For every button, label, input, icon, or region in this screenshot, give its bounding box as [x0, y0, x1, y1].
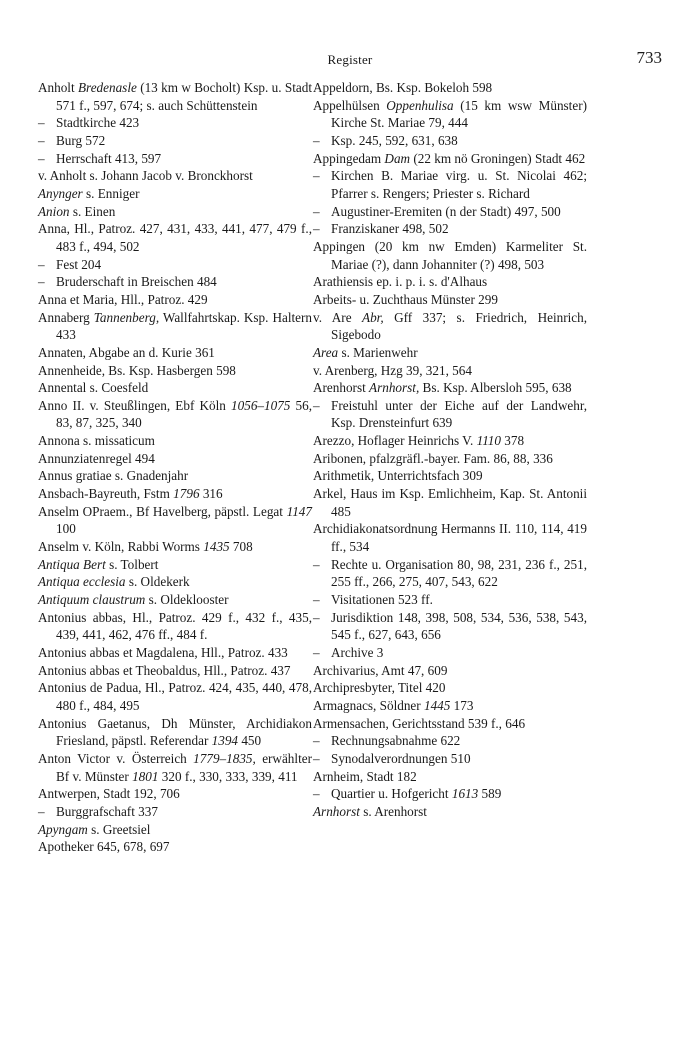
entry-text: Quartier u. Hofgericht: [331, 786, 452, 802]
index-column-right: [313, 79, 587, 821]
entry-text: Wallfahrtskap. Ksp. Haltern 433: [56, 309, 312, 343]
entry-italic-text: 1779–1835,: [193, 750, 256, 766]
entry-text: Bs. Ksp. Albersloh 595, 638: [419, 380, 572, 396]
entry-text: 589: [478, 786, 502, 802]
index-entry: [38, 450, 312, 468]
index-entry: [313, 150, 587, 168]
entry-italic-text: Dam: [384, 150, 411, 166]
entry-italic-text: 1613: [451, 786, 479, 802]
entry-text: Arnheim, Stadt 182: [313, 768, 417, 784]
entry-text: Archipresbyter, Titel 420: [313, 680, 446, 696]
entry-italic-text: 1445: [423, 697, 451, 713]
entry-text: 320 f., 330, 333, 339, 411: [158, 768, 298, 784]
entry-text: Antonius de Padua, Hl., Patroz. 424, 435, 440, 478, 480 f., 484, 495: [38, 680, 312, 713]
entry-text: Annenheide, Bs. Ksp. Hasbergen 598: [38, 362, 236, 378]
entry-text: Annona s. missaticum: [38, 433, 155, 449]
entry-text: Kirchen B. Mariae virg. u. St. Nicolai 462; Pfarrer s. Rengers; Priester s. Richard: [331, 168, 587, 201]
entry-text: 100: [56, 521, 76, 537]
entry-text: Antonius abbas et Theobaldus, Hll., Patroz. 437: [38, 662, 291, 678]
subentry-dash: –: [38, 803, 45, 819]
page-number: 733: [636, 48, 662, 67]
entry-text: s. Tolbert: [105, 556, 159, 572]
index-subentry: [313, 220, 587, 238]
index-column-left: [38, 79, 312, 856]
entry-italic-text: Oppenhulisa: [386, 97, 454, 113]
index-entry: [38, 503, 312, 538]
index-entry: [313, 467, 587, 485]
index-entry: [38, 609, 312, 644]
subentry-dash: –: [313, 397, 320, 413]
index-entry: [38, 467, 312, 485]
entry-italic-text: Anion: [38, 203, 70, 219]
index-entry: [38, 679, 312, 714]
index-entry: [38, 309, 312, 344]
entry-italic-text: 1801: [132, 768, 159, 784]
entry-text: 173: [450, 697, 474, 713]
index-entry: [313, 344, 587, 362]
index-entry: [313, 362, 587, 380]
entry-text: Rechte u. Organisation 80, 98, 231, 236 f., 251, 255 ff., 266, 275, 407, 543, 622: [331, 556, 587, 590]
index-entry: [313, 309, 587, 344]
entry-text: Appingedam: [313, 150, 385, 166]
entry-text: 708: [229, 539, 253, 555]
entry-italic-text: Antiqua Bert: [38, 556, 106, 572]
entry-text: Apotheker 645, 678, 697: [38, 839, 170, 855]
entry-text: Fest 204: [56, 256, 102, 272]
index-subentry: [313, 785, 587, 803]
index-entry: [313, 432, 587, 450]
entry-text: Augustiner-Eremiten (n der Stadt) 497, 500: [331, 203, 561, 219]
entry-text: Ksp. 245, 592, 631, 638: [331, 132, 458, 148]
index-entry: [38, 838, 312, 856]
entry-text: Appelhülsen: [313, 97, 387, 113]
entry-text: 56, 83, 87, 325, 340: [56, 397, 313, 431]
entry-italic-text: Arnhorst,: [369, 380, 420, 396]
index-subentry: [313, 732, 587, 750]
index-subentry: [313, 750, 587, 768]
entry-text: Archidiakonatsordnung Hermanns II. 110, 114, 419 ff., 534: [313, 521, 587, 555]
entry-text: Stadtkirche 423: [56, 115, 140, 131]
index-entry: [313, 485, 587, 520]
entry-italic-text: Antiquum claustrum: [38, 592, 146, 608]
index-entry: [313, 715, 587, 733]
index-entry: [313, 97, 587, 132]
entry-text: Anselm OPraem., Bf Havelberg, päpstl. Legat: [38, 503, 287, 519]
running-title: Register: [327, 52, 373, 67]
index-entry: [38, 662, 312, 680]
index-subentry: [313, 167, 587, 202]
entry-text: v. Are: [313, 309, 363, 325]
entry-text: Burg 572: [56, 132, 106, 148]
index-entry: [38, 750, 312, 785]
entry-text: Anselm v. Köln, Rabbi Worms: [38, 539, 204, 555]
index-entry: [38, 591, 312, 609]
entry-text: Appingen (20 km nw Emden) Karmeliter St. Mariae (?), dann Johanniter (?) 498, 503: [313, 238, 587, 272]
index-entry: [313, 520, 587, 555]
index-subentry: [313, 591, 587, 609]
entry-text: Herrschaft 413, 597: [56, 150, 162, 166]
entry-text: Arathiensis ep. i. p. i. s. d'Alhaus: [313, 274, 488, 290]
entry-text: Antonius Gaetanus, Dh Münster, Archidiakon Friesland, päpstl. Referendar: [38, 715, 312, 749]
entry-text: s. Enniger: [82, 185, 140, 201]
entry-text: Antonius abbas, Hl., Patroz. 429 f., 432 f., 435, 439, 441, 462, 476 ff., 484 f.: [38, 609, 312, 643]
entry-text: Antwerpen, Stadt 192, 706: [38, 786, 180, 802]
index-subentry: [38, 114, 312, 132]
entry-text: Synodalverordnungen 510: [331, 750, 471, 766]
index-entry: [313, 273, 587, 291]
entry-text: s. Greetsiel: [87, 821, 151, 837]
entry-text: erwählter Bf v. Münster: [56, 750, 312, 784]
index-subentry: [313, 609, 587, 644]
entry-text: Gff 337; s. Friedrich, Heinrich, Sigebodo: [331, 309, 587, 343]
index-entry: [38, 485, 312, 503]
index-entry: [313, 768, 587, 786]
entry-text: Rechnungsabnahme 622: [331, 733, 461, 749]
index-entry: [38, 538, 312, 556]
subentry-dash: –: [38, 132, 45, 148]
entry-text: Ansbach-Bayreuth, Fstm: [38, 486, 174, 502]
entry-text: Annus gratiae s. Gnadenjahr: [38, 468, 189, 484]
entry-italic-text: Apyngam: [38, 821, 88, 837]
index-entry: [38, 432, 312, 450]
index-subentry: [313, 397, 587, 432]
entry-italic-text: Abr,: [362, 309, 384, 325]
index-entry: [38, 573, 312, 591]
subentry-dash: –: [313, 556, 320, 572]
entry-text: Annaberg: [38, 309, 94, 325]
entry-text: (13 km w Bocholt) Ksp. u. Stadt 571 f., 597, 674; s. auch Schüttenstein: [56, 80, 312, 113]
entry-italic-text: Bredenasle: [78, 80, 137, 95]
entry-text: Armensachen, Gerichtsstand 539 f., 646: [313, 715, 526, 731]
index-subentry: [38, 150, 312, 168]
entry-italic-text: Antiqua ecclesia: [38, 574, 126, 590]
index-subentry: [38, 256, 312, 274]
entry-text: Appeldorn, Bs. Ksp. Bokeloh 598: [313, 80, 493, 95]
index-entry: [38, 344, 312, 362]
subentry-dash: –: [38, 256, 45, 272]
entry-italic-text: Anynger: [38, 185, 83, 201]
index-subentry: [313, 203, 587, 221]
subentry-dash: –: [313, 750, 320, 766]
subentry-dash: –: [313, 168, 320, 184]
entry-text: Anna, Hl., Patroz. 427, 431, 433, 441, 477, 479 f., 483 f., 494, 502: [38, 221, 312, 254]
entry-text: Arenhorst: [313, 380, 370, 396]
index-entry: [313, 379, 587, 397]
index-entry: [313, 697, 587, 715]
entry-italic-text: Area: [313, 344, 339, 360]
index-subentry: [313, 644, 587, 662]
subentry-dash: –: [38, 274, 45, 290]
index-subentry: [313, 132, 587, 150]
index-entry: [38, 644, 312, 662]
entry-text: Aribonen, pfalzgräfl.-bayer. Fam. 86, 88, 336: [313, 450, 553, 466]
entry-italic-text: 1056–1075: [231, 397, 291, 413]
index-entry: [38, 291, 312, 309]
entry-italic-text: 1435: [203, 539, 230, 555]
index-entry: [313, 679, 587, 697]
index-subentry: [313, 556, 587, 591]
index-entry: [313, 79, 587, 97]
entry-text: Annental s. Coesfeld: [38, 380, 149, 396]
page-header: [38, 48, 662, 72]
entry-text: s. Einen: [69, 203, 116, 219]
index-entry: [38, 821, 312, 839]
subentry-dash: –: [313, 733, 320, 749]
index-entry: [38, 362, 312, 380]
entry-text: Arithmetik, Unterrichtsfach 309: [313, 468, 483, 484]
entry-text: Arezzo, Hoflager Heinrichs V.: [313, 433, 477, 449]
subentry-dash: –: [313, 592, 320, 608]
index-subentry: [38, 273, 312, 291]
entry-text: Arbeits- u. Zuchthaus Münster 299: [313, 291, 498, 307]
entry-italic-text: 1394: [211, 733, 239, 749]
subentry-dash: –: [38, 150, 45, 166]
entry-italic-text: 1147: [286, 503, 312, 519]
entry-text: Anton Victor v. Österreich: [38, 750, 194, 766]
index-entry: [313, 238, 587, 273]
index-entry: [313, 662, 587, 680]
index-entry: [38, 203, 312, 221]
index-entry: [38, 220, 312, 255]
index-entry: [38, 167, 312, 185]
entry-italic-text: Tannenberg,: [93, 309, 160, 325]
subentry-dash: –: [313, 645, 320, 660]
entry-text: Armagnacs, Söldner: [313, 697, 424, 713]
entry-text: Anna et Maria, Hll., Patroz. 429: [38, 291, 208, 307]
subentry-dash: –: [313, 132, 320, 148]
index-entry: [38, 785, 312, 803]
entry-text: Visitationen 523 ff.: [331, 592, 433, 608]
index-entry: [38, 79, 312, 114]
entry-text: s. Oldekerk: [125, 574, 190, 590]
entry-text: Anholt: [38, 80, 78, 95]
subentry-dash: –: [313, 786, 320, 802]
index-subentry: [38, 132, 312, 150]
entry-italic-text: 1796: [173, 486, 200, 502]
entry-text: s. Arenhorst: [359, 803, 427, 819]
index-entry: [38, 185, 312, 203]
index-entry: [313, 291, 587, 309]
entry-text: Bruderschaft in Breischen 484: [56, 274, 217, 290]
entry-text: Franziskaner 498, 502: [331, 221, 449, 237]
entry-text: Arkel, Haus im Ksp. Emlichheim, Kap. St. Antonii 485: [313, 486, 587, 519]
subentry-dash: –: [38, 115, 45, 131]
index-entry: [38, 397, 312, 432]
entry-text: Freistuhl unter der Eiche auf der Landwehr, Ksp. Drensteinfurt 639: [331, 397, 587, 431]
index-entry: [313, 803, 587, 821]
subentry-dash: –: [313, 203, 320, 219]
index-entry: [313, 450, 587, 468]
subentry-dash: –: [313, 221, 320, 237]
entry-text: s. Marienwehr: [338, 344, 418, 360]
entry-text: v. Arenberg, Hzg 39, 321, 564: [313, 362, 472, 378]
entry-text: Archive 3: [331, 645, 384, 660]
entry-text: 378: [501, 433, 525, 449]
entry-text: Burggrafschaft 337: [56, 803, 158, 819]
entry-text: v. Anholt s. Johann Jacob v. Bronckhorst: [38, 168, 253, 184]
entry-text: Jurisdiktion 148, 398, 508, 534, 536, 538, 543, 545 f., 627, 643, 656: [331, 609, 587, 643]
subentry-dash: –: [313, 609, 320, 625]
entry-text: 316: [199, 486, 223, 502]
entry-text: (22 km nö Groningen) Stadt 462: [410, 150, 586, 166]
entry-text: 450: [238, 733, 262, 749]
entry-text: Anno II. v. Steußlingen, Ebf Köln: [38, 397, 232, 413]
entry-text: Antonius abbas et Magdalena, Hll., Patroz. 433: [38, 645, 288, 660]
index-entry: [38, 556, 312, 574]
index-subentry: [38, 803, 312, 821]
index-entry: [38, 715, 312, 750]
entry-text: Annaten, Abgabe an d. Kurie 361: [38, 344, 215, 360]
entry-italic-text: 1110: [476, 433, 501, 449]
entry-italic-text: Arnhorst: [313, 803, 360, 819]
entry-text: Annunziatenregel 494: [38, 450, 155, 466]
index-entry: [38, 379, 312, 397]
entry-text: s. Oldeklooster: [145, 592, 229, 608]
entry-text: Archivarius, Amt 47, 609: [313, 662, 448, 678]
entry-text: (15 km wsw Münster) Kirche St. Mariae 79, 444: [331, 97, 587, 131]
